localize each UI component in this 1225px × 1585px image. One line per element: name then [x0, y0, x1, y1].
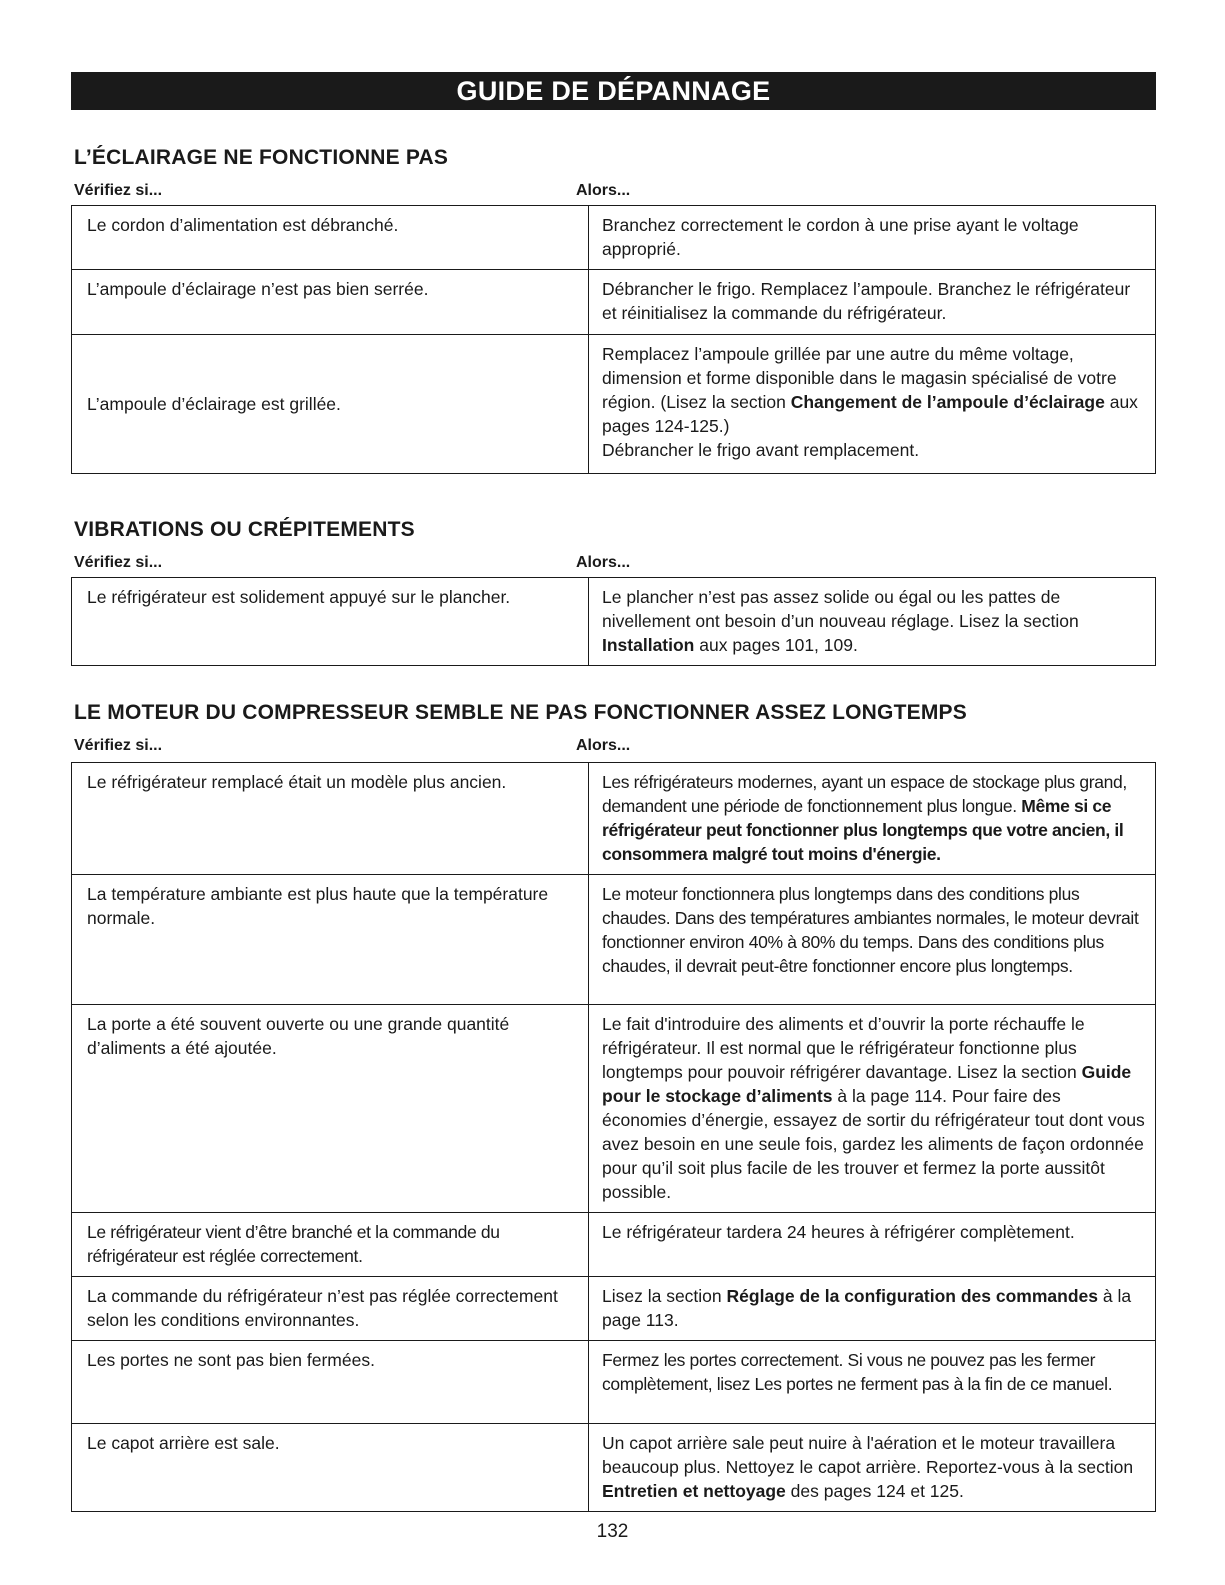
solution-cell: [589, 1277, 1156, 1341]
check-cell: Le capot arrière est sale.: [72, 1424, 589, 1512]
page-banner-title: GUIDE DE DÉPANNAGE: [71, 72, 1156, 110]
solution-text: Le fait d'introduire des aliments et d’ouvrir la porte réchauffe le réfrigérateur. Il est normal que le réfrigérateur fonctionne plus longtemps pour pouvoir réfrigérer davantage. Lisez la section: [602, 1014, 1085, 1082]
solution-cell: Le moteur fonctionnera plus longtemps dans des conditions plus chaudes. Dans des températures ambiantes normales, le moteur devrait fonctionner environ 40% à 80% du temps. Dans des conditions plus chaudes, il devrait peut-être fonctionner encore plus longtemps.: [589, 875, 1156, 1005]
table-row: [72, 1341, 1156, 1424]
table-row: [72, 1213, 1156, 1277]
solution-cell: [589, 1005, 1156, 1213]
column-header-check: Vérifiez si...: [74, 737, 163, 754]
section-reference: Installation: [602, 635, 695, 655]
table-row: [72, 1424, 1156, 1512]
solution-text: aux pages 124-125.): [602, 392, 1138, 436]
solution-text: Lisez la section: [602, 1286, 727, 1306]
solution-text: Remplacez l’ampoule grillée par une autre du même voltage, dimension et forme disponible dans le magasin spécialisé de votre région. (Lisez la section: [602, 344, 1117, 412]
solution-text: Un capot arrière sale peut nuire à l'aération et le moteur travaillera beaucoup plus. Nettoyez le capot arrière. Reportez-vous à la section: [602, 1433, 1134, 1477]
check-cell: La commande du réfrigérateur n’est pas réglée correctement selon les conditions environnantes.: [72, 1277, 589, 1341]
compressor-table: [71, 762, 1156, 1512]
table-row: [72, 206, 1156, 270]
solution-emphasis: Même si ce réfrigérateur peut fonctionner plus longtemps que votre ancien, il consommera malgré tout moins d'énergie.: [602, 796, 1124, 864]
solution-text: des pages 124 et 125.: [785, 1481, 964, 1501]
check-cell: L’ampoule d’éclairage est grillée.: [72, 335, 589, 474]
page-number: 132: [596, 1521, 629, 1542]
column-header-then: Alors...: [576, 554, 631, 571]
table-row: [72, 1277, 1156, 1341]
check-cell: La température ambiante est plus haute que la température normale.: [72, 875, 589, 1005]
table-row: [72, 335, 1156, 474]
section-reference: Changement de l’ampoule d’éclairage: [790, 392, 1105, 412]
lighting-table: [71, 205, 1156, 474]
section-title-lighting: L’ÉCLAIRAGE NE FONCTIONNE PAS: [74, 146, 449, 169]
solution-cell: [589, 335, 1156, 474]
solution-text: Débrancher le frigo avant remplacement.: [602, 440, 920, 460]
check-cell: Le réfrigérateur est solidement appuyé sur le plancher.: [72, 578, 589, 666]
solution-text: à la page 113.: [602, 1286, 1132, 1330]
solution-text: Les réfrigérateurs modernes, ayant un espace de stockage plus grand, demandent une période de fonctionnement plus longue.: [602, 772, 1127, 816]
column-header-then: Alors...: [576, 737, 631, 754]
section-title-compressor: LE MOTEUR DU COMPRESSEUR SEMBLE NE PAS FONCTIONNER ASSEZ LONGTEMPS: [74, 701, 967, 724]
section-reference: Entretien et nettoyage: [602, 1481, 786, 1501]
check-cell: La porte a été souvent ouverte ou une grande quantité d’aliments a été ajoutée.: [72, 1005, 589, 1213]
check-cell: L’ampoule d’éclairage n’est pas bien serrée.: [72, 270, 589, 335]
section-title-vibrations: VIBRATIONS OU CRÉPITEMENTS: [74, 518, 415, 541]
table-row: [72, 875, 1156, 1005]
solution-text: aux pages 101, 109.: [694, 635, 858, 655]
table-row: [72, 763, 1156, 875]
section-reference: Guide pour le stockage d’aliments: [602, 1062, 1132, 1106]
table-row: [72, 578, 1156, 666]
section-reference: Réglage de la configuration des commandes: [726, 1286, 1098, 1306]
solution-cell: Débrancher le frigo. Remplacez l’ampoule. Branchez le réfrigérateur et réinitialisez la commande du réfrigérateur.: [589, 270, 1156, 335]
column-header-check: Vérifiez si...: [74, 182, 163, 199]
column-header-then: Alors...: [576, 182, 631, 199]
check-cell: Les portes ne sont pas bien fermées.: [72, 1341, 589, 1424]
check-cell: Le réfrigérateur remplacé était un modèle plus ancien.: [72, 763, 589, 875]
solution-cell: Fermez les portes correctement. Si vous ne pouvez pas les fermer complètement, lisez Les portes ne ferment pas à la fin de ce manuel.: [589, 1341, 1156, 1424]
solution-cell: Branchez correctement le cordon à une prise ayant le voltage approprié.: [589, 206, 1156, 270]
solution-cell: Le réfrigérateur tardera 24 heures à réfrigérer complètement.: [589, 1213, 1156, 1277]
check-cell: Le réfrigérateur vient d’être branché et la commande du réfrigérateur est réglée correctement.: [72, 1213, 589, 1277]
table-row: [72, 1005, 1156, 1213]
solution-cell: [589, 578, 1156, 666]
table-row: [72, 270, 1156, 335]
column-header-check: Vérifiez si...: [74, 554, 163, 571]
vibrations-table: [71, 577, 1156, 666]
solution-cell: [589, 1424, 1156, 1512]
check-cell: Le cordon d’alimentation est débranché.: [72, 206, 589, 270]
solution-cell: [589, 763, 1156, 875]
solution-text: à la page 114. Pour faire des économies d’énergie, essayez de sortir du réfrigérateur tout dont vous avez besoin en une seule fois, gardez les aliments de façon ordonnée pour qu’il soit plus facile de les trouver et fermez la porte aussitôt possible.: [602, 1086, 1145, 1202]
solution-text: Le plancher n’est pas assez solide ou égal ou les pattes de nivellement ont besoin d’un nouveau réglage. Lisez la section: [602, 587, 1079, 631]
